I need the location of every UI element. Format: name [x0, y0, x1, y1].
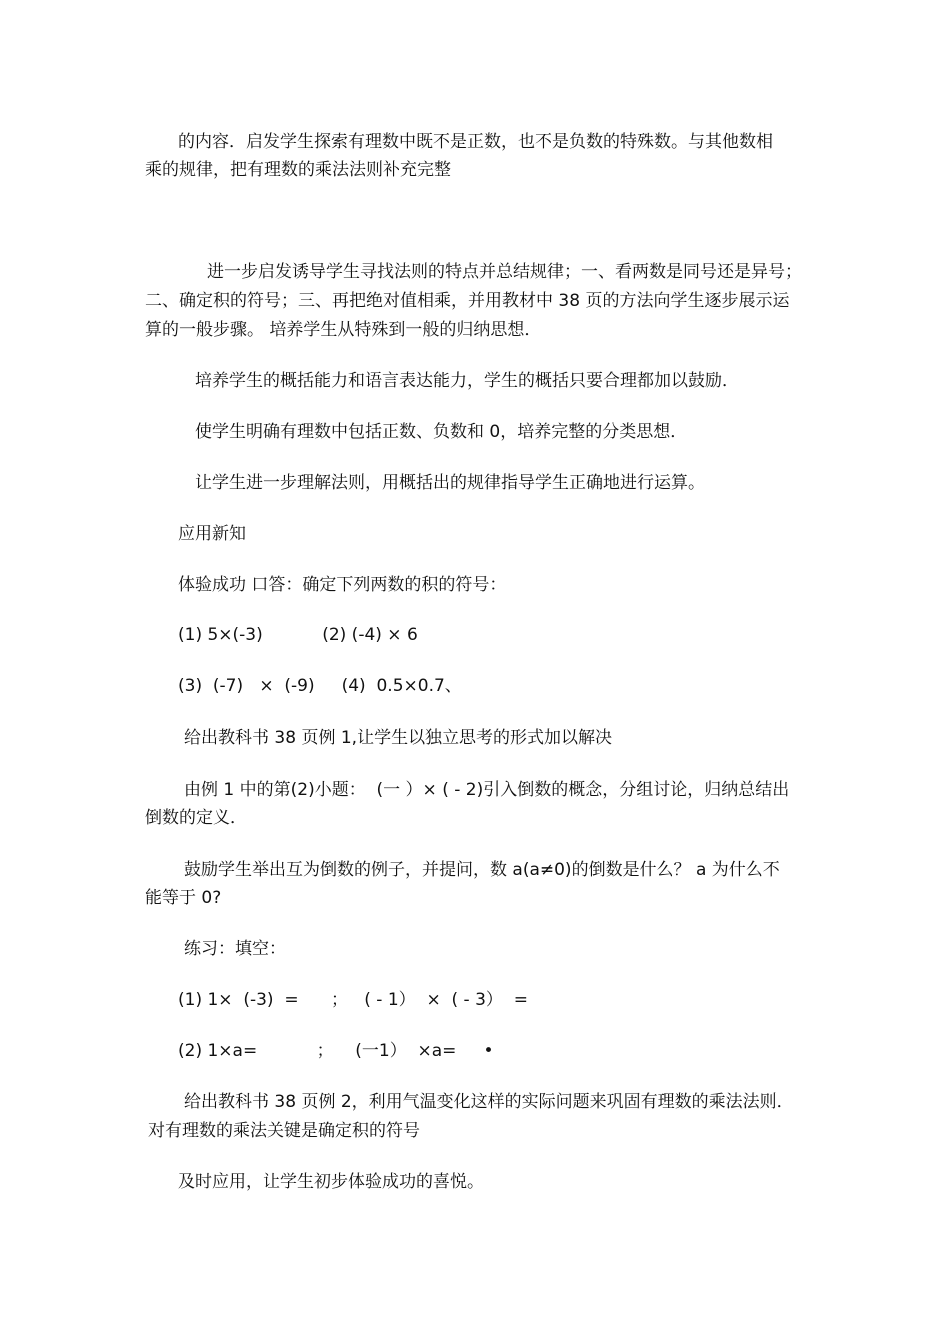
exercise-line: (1) 1× (-3) = ； ( - 1） × ( - 3） =	[178, 990, 528, 1010]
exercise-line: (2) 1×a= ； (一1） ×a= •	[178, 1041, 494, 1061]
paragraph-line: 倒数的定义．	[145, 808, 247, 828]
paragraph-line: 的内容．启发学生探索有理数中既不是正数，也不是负数的特殊数。与其他数相	[178, 132, 773, 152]
exercise-line: (1) 5×(-3) (2) (-4) × 6	[178, 625, 418, 645]
paragraph-line: 算的一般步骤。 培养学生从特殊到一般的归纳思想．	[145, 320, 542, 340]
paragraph-line: 使学生明确有理数中包括正数、负数和 0，培养完整的分类思想．	[195, 422, 688, 442]
section-heading: 应用新知	[178, 524, 246, 544]
exercise-line: (3) (-7) × (-9) (4) 0.5×0.7、	[178, 676, 462, 696]
paragraph-line: 二、确定积的符号；三、再把绝对值相乘，并用教材中 38 页的方法向学生逐步展示运	[145, 291, 790, 311]
paragraph-line: 给出教科书 38 页例 2，利用气温变化这样的实际问题来巩固有理数的乘法法则．	[184, 1092, 794, 1112]
paragraph-line: 进一步启发诱导学生寻找法则的特点并总结规律；一、看两数是同号还是异号；	[207, 262, 802, 282]
paragraph-line: 对有理数的乘法关键是确定积的符号	[148, 1121, 420, 1141]
paragraph-line: 让学生进一步理解法则，用概括出的规律指导学生正确地进行运算。	[195, 473, 705, 493]
paragraph-line: 培养学生的概括能力和语言表达能力，学生的概括只要合理都加以鼓励．	[195, 371, 739, 391]
paragraph-line: 由例 1 中的第(2)小题： (一 ）× ( - 2)引入倒数的概念，分组讨论，归纳总结出	[184, 780, 790, 800]
paragraph-line: 乘的规律，把有理数的乘法法则补充完整	[145, 160, 451, 180]
paragraph-line: 鼓励学生举出互为倒数的例子，并提问，数 a(a≠0)的倒数是什么？ a 为什么不	[184, 860, 780, 880]
paragraph-line: 能等于 0?	[145, 888, 222, 908]
paragraph-line: 给出教科书 38 页例 1,让学生以独立思考的形式加以解决	[184, 728, 613, 748]
paragraph-line: 及时应用，让学生初步体验成功的喜悦。	[178, 1172, 484, 1192]
paragraph-line: 体验成功 口答：确定下列两数的积的符号：	[178, 575, 507, 595]
paragraph-line: 练习：填空：	[184, 939, 286, 959]
